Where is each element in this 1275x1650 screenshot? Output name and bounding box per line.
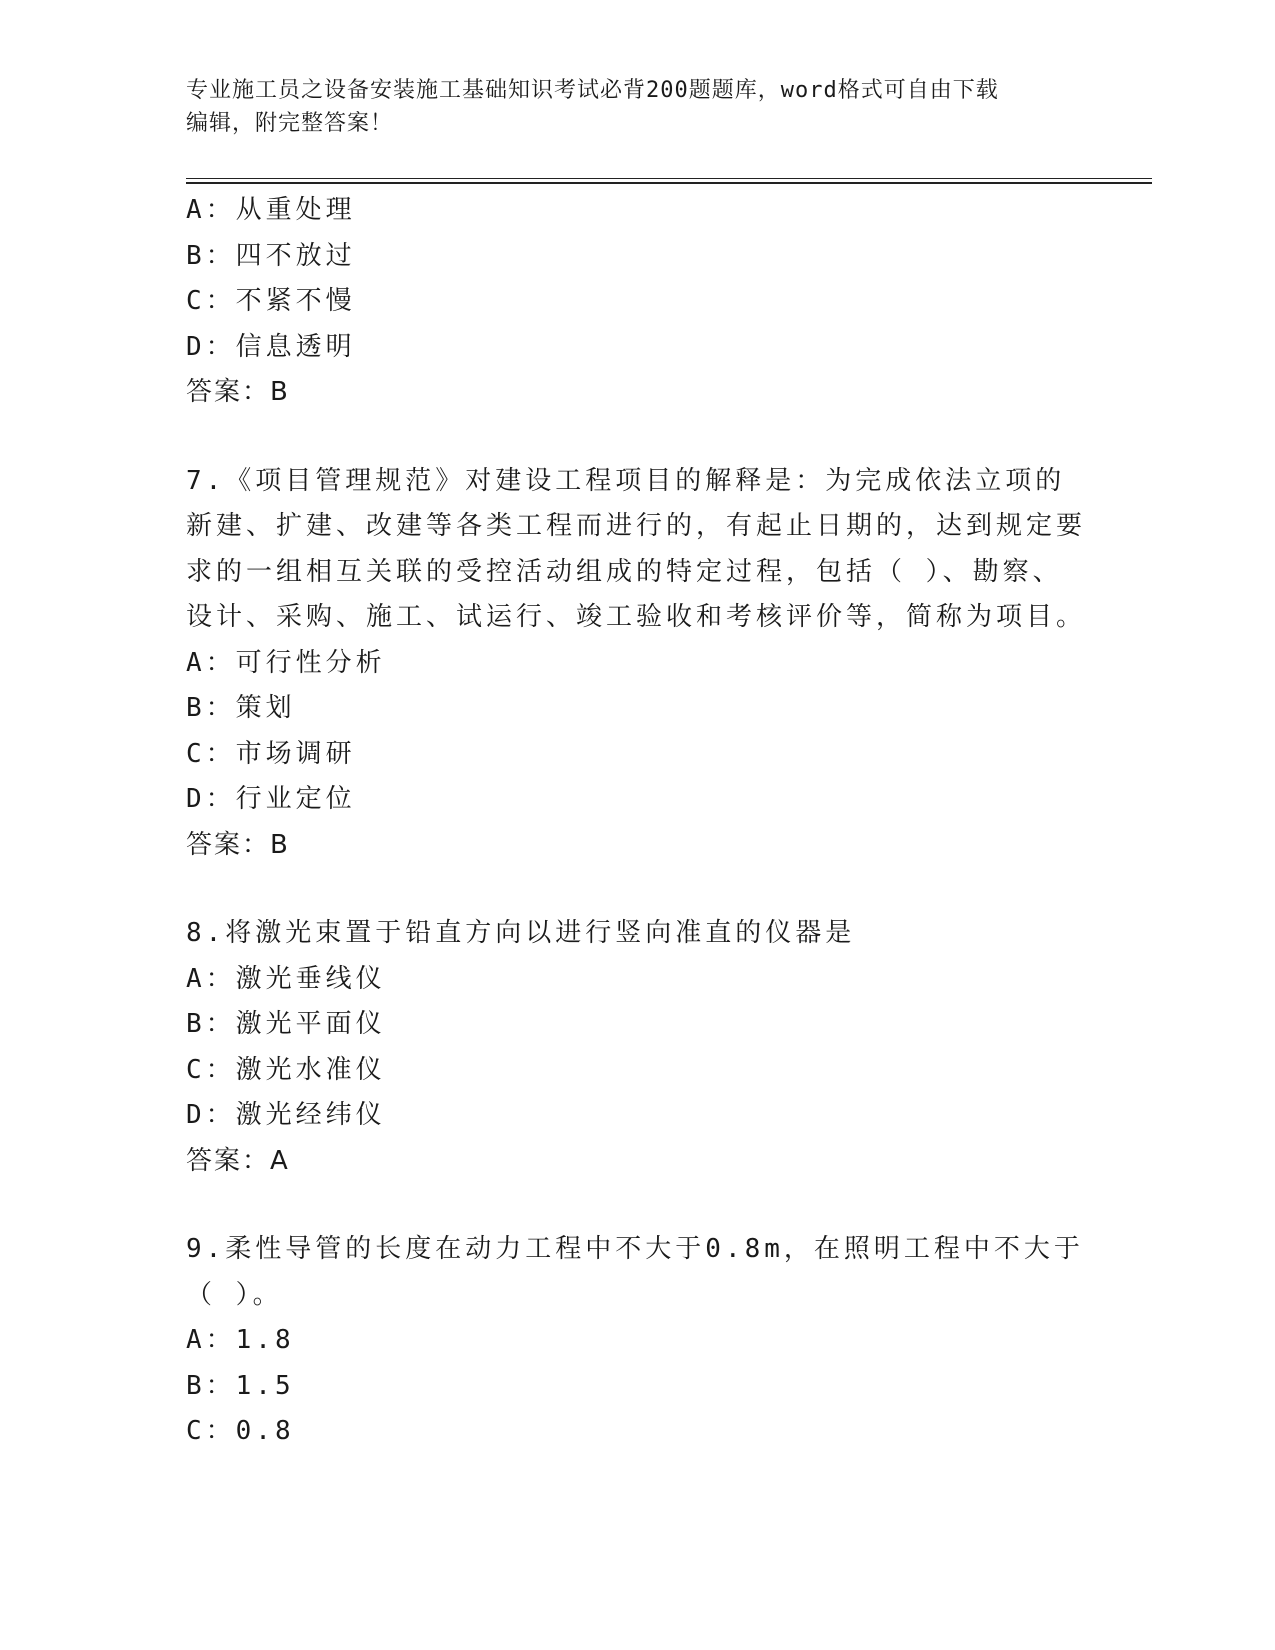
question-7	[186, 459, 1086, 869]
question-6	[186, 188, 1086, 416]
answer: 答案：B	[186, 829, 290, 860]
option-b: B：1.5	[186, 1370, 295, 1401]
option-a: A：1.8	[186, 1325, 295, 1355]
question-stem: 7.《项目管理规范》对建设工程项目的解释是：为完成依法立项的新建、扩建、改建等各类工程而进行的，有起止日期的，达到规定要求的一组相互关联的受控活动组成的特定过程，包括（ ）、勘察、设计、采购、施工、试运行、竣工验收和考核评价等，简称为项目。	[186, 465, 1087, 632]
answer: 答案：A	[186, 1145, 290, 1176]
option-b: B：激光平面仪	[186, 1009, 386, 1039]
question-stem: 8.将激光束置于铅直方向以进行竖向准直的仪器是	[186, 918, 856, 948]
answer: 答案：B	[186, 377, 290, 407]
question-8	[186, 911, 1086, 1184]
option-b: B：策划	[186, 693, 296, 723]
option-c: C：激光水准仪	[186, 1054, 386, 1085]
option-b: B：四不放过	[186, 240, 356, 271]
question-list	[186, 188, 1086, 1455]
option-c: C：0.8	[186, 1416, 295, 1446]
option-d: D：激光经纬仪	[186, 1100, 386, 1130]
option-d: D：行业定位	[186, 784, 356, 814]
question-stem: 9.柔性导管的长度在动力工程中不大于0.8m，在照明工程中不大于（ ）。	[186, 1234, 1084, 1310]
question-9	[186, 1227, 1086, 1455]
header-divider-thick	[186, 182, 1152, 184]
option-a: A：可行性分析	[186, 647, 386, 678]
option-a: A：从重处理	[186, 195, 356, 225]
document-header	[186, 74, 1066, 140]
header-line-2: 编辑，附完整答案！	[186, 111, 394, 136]
header-line-1: 专业施工员之设备安装施工基础知识考试必背200题题库，word格式可自由下载	[186, 78, 999, 103]
option-a: A：激光垂线仪	[186, 963, 386, 994]
option-c: C：不紧不慢	[186, 286, 356, 316]
option-c: C：市场调研	[186, 738, 356, 769]
header-divider-thin	[186, 178, 1152, 179]
option-d: D：信息透明	[186, 331, 356, 362]
